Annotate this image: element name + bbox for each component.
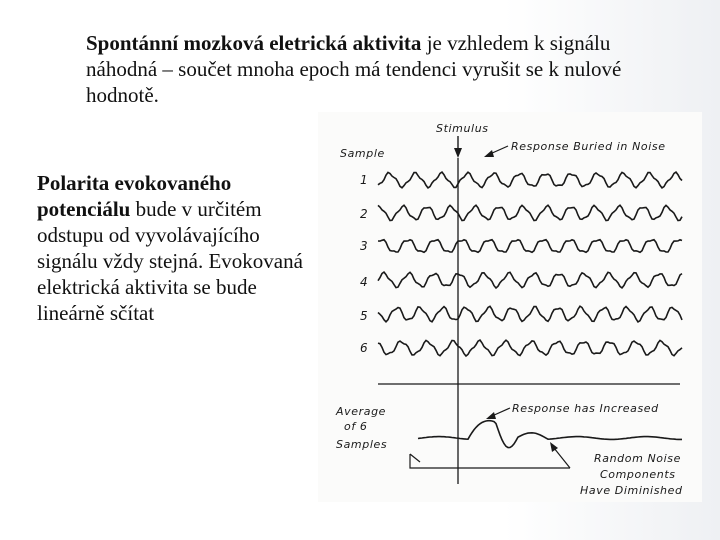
stimulus-label: Stimulus (436, 122, 489, 135)
average-label-line-2: of 6 (344, 420, 368, 433)
response-increased-label: Response has Increased (512, 402, 659, 415)
noise-pointer (554, 448, 570, 468)
random-noise-line-1: Random Noise (594, 452, 681, 465)
sample-header: Sample (340, 147, 385, 160)
response-increased-pointer-head (486, 412, 496, 419)
noisy-sample-traces (378, 172, 682, 356)
left-paragraph (37, 170, 307, 326)
average-label-line-3: Samples (336, 438, 388, 451)
sample-trace-1 (378, 172, 682, 188)
sample-number-4: 4 (360, 275, 368, 289)
noise-bracket-tick (410, 454, 420, 462)
sample-trace-2 (378, 205, 682, 220)
evoked-potential-figure (318, 112, 702, 502)
top-paragraph-bold: Spontánní mozková eletrická aktivita (86, 31, 422, 55)
average-label-line-1: Average (336, 405, 387, 418)
figure-drawing (318, 112, 702, 502)
top-paragraph (86, 30, 646, 108)
response-buried-pointer-head (484, 150, 494, 157)
noise-bracket (410, 454, 570, 468)
sample-number-6: 6 (360, 341, 368, 355)
sample-number-1: 1 (360, 173, 368, 187)
random-noise-line-3: Have Diminished (580, 484, 683, 497)
sample-trace-4 (378, 272, 682, 288)
stimulus-arrow-head (454, 148, 462, 158)
top-paragraph-rest: je vzhledem k signálu náhodná – součet mnoha epoch má tendenci vyrušit se k nulové hodnotě. (86, 31, 622, 107)
left-paragraph-rest: bude v určitém odstupu od vyvolávajícího signálu vždy stejná. Evokovaná elektrická aktivita se bude lineárně sčítat (37, 197, 303, 325)
noise-pointer-head (550, 442, 558, 452)
response-buried-label: Response Buried in Noise (511, 140, 666, 153)
sample-number-5: 5 (360, 309, 368, 323)
left-paragraph-bold: Polarita evokovaného potenciálu (37, 171, 232, 221)
sample-trace-3 (378, 240, 682, 253)
sample-trace-5 (378, 306, 682, 322)
sample-trace-6 (378, 340, 682, 356)
random-noise-line-2: Components (600, 468, 676, 481)
sample-number-2: 2 (360, 207, 368, 221)
sample-number-3: 3 (360, 239, 368, 253)
